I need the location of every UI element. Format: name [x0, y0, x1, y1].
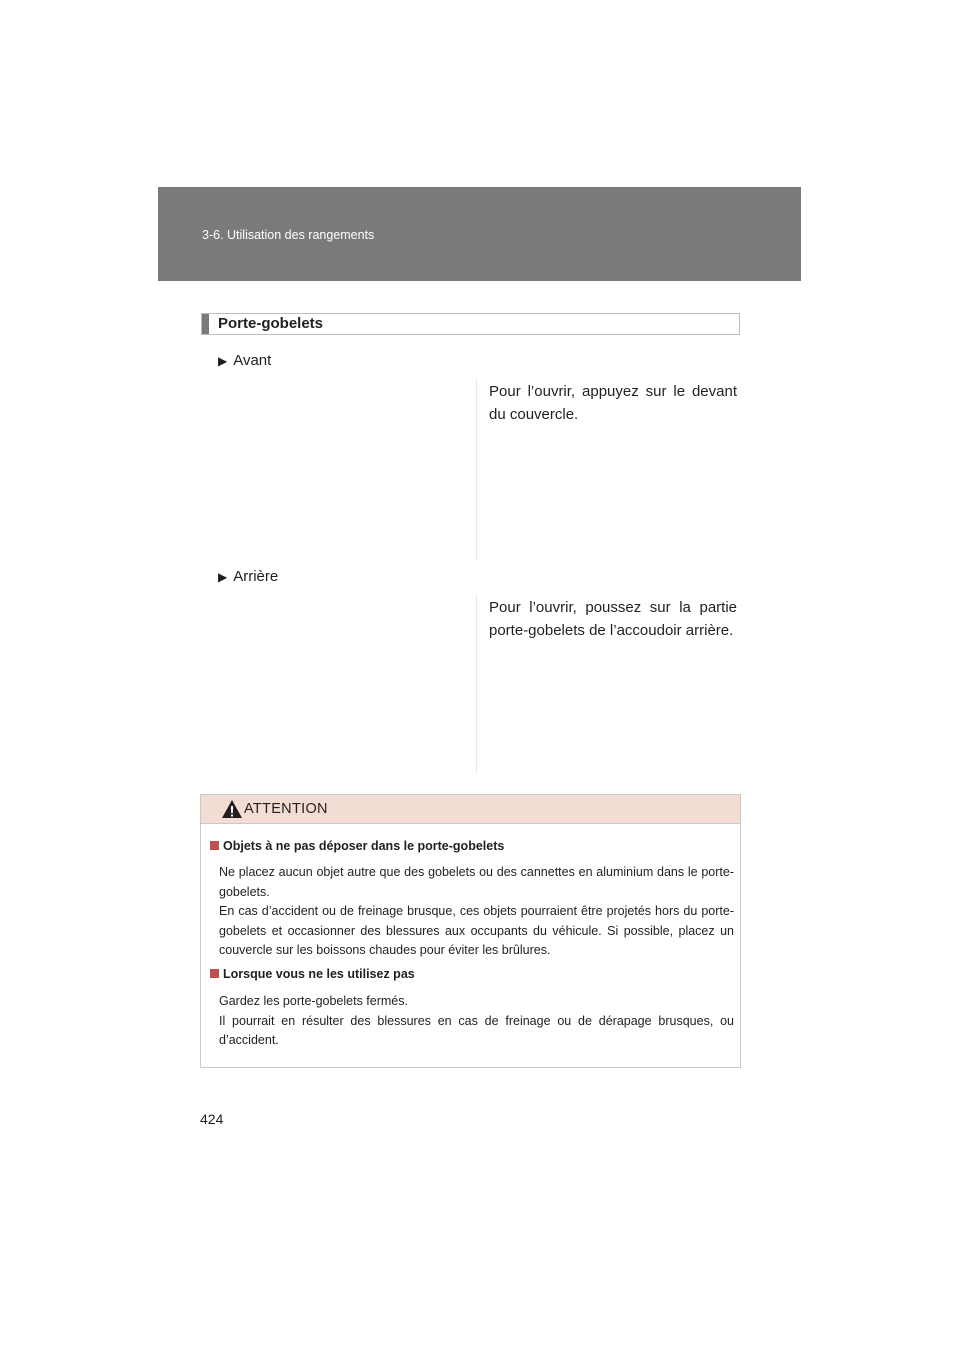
rear-illustration — [218, 594, 476, 774]
warning-paragraph: En cas d’accident ou de freinage brusque, ces objets pourraient être projetés hors du porte-gobelets et occasionner des blessures aux occupants du véhicule. Si possible, placez un couvercle sur les boissons chaudes pour éviter les brûlures. — [219, 904, 734, 957]
front-instructions: Pour l’ouvrir, appuyez sur le devant du couvercle. — [489, 383, 737, 423]
warning-title: ATTENTION — [244, 801, 328, 817]
warning-item-heading-text: Objets à ne pas déposer dans le porte-gobelets — [223, 839, 505, 853]
warning-paragraph: Ne placez aucun objet autre que des gobelets ou des cannettes en aluminium dans le porte-gobelets. — [219, 865, 734, 899]
triangle-right-icon: ▶ — [218, 354, 228, 368]
warning-box — [200, 794, 741, 1068]
front-subheading — [218, 352, 271, 369]
triangle-right-icon: ▶ — [218, 570, 228, 584]
warning-item-body — [219, 992, 734, 1051]
section-label: 3-6. Utilisation des rangements — [202, 228, 375, 242]
warning-item-body — [219, 863, 734, 961]
warning-item-heading — [210, 839, 504, 853]
rear-subheading — [218, 568, 278, 585]
warning-header — [201, 795, 740, 824]
header-band — [158, 187, 801, 281]
warning-item-heading — [210, 967, 415, 981]
front-label: Avant — [233, 352, 272, 369]
red-square-bullet-icon — [210, 969, 219, 978]
front-illustration — [218, 378, 476, 560]
title-accent — [202, 314, 209, 334]
warning-paragraph: Il pourrait en résulter des blessures en cas de freinage ou de dérapage brusques, ou d’accident. — [219, 1013, 734, 1047]
red-square-bullet-icon — [210, 841, 219, 850]
warning-triangle-icon — [221, 799, 243, 819]
rear-label: Arrière — [233, 568, 279, 585]
front-illustration-divider — [476, 378, 477, 560]
page-number: 424 — [200, 1111, 224, 1127]
section-title: Porte-gobelets — [218, 315, 324, 332]
section-title-bar — [201, 313, 740, 335]
rear-illustration-divider — [476, 594, 477, 774]
warning-paragraph: Gardez les porte-gobelets fermés. — [219, 994, 408, 1008]
warning-item-heading-text: Lorsque vous ne les utilisez pas — [223, 967, 415, 981]
rear-instructions: Pour l’ouvrir, poussez sur la partie porte-gobelets de l’accoudoir arrière. — [489, 599, 737, 639]
